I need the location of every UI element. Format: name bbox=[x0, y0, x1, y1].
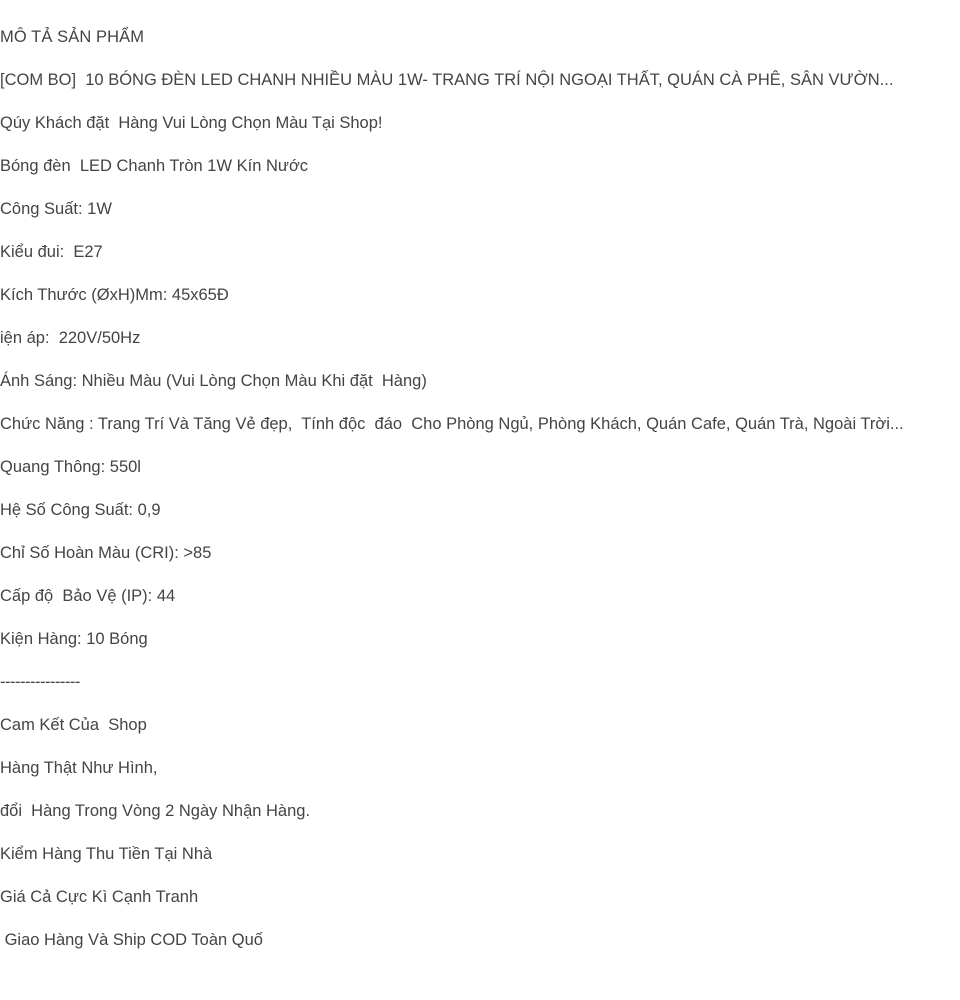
commitment-item: đổi Hàng Trong Vòng 2 Ngày Nhận Hàng. bbox=[0, 802, 311, 820]
spec-function: Chức Năng : Trang Trí Và Tăng Vẻ đẹp, Tính độc đáo Cho Phòng Ngủ, Phòng Khách, Quán Cafe, Quán Trà, Ngoài Trời... bbox=[0, 415, 904, 433]
description-heading: MÔ TẢ SẢN PHẨM bbox=[0, 28, 145, 46]
order-note: Qúy Khách đặt Hàng Vui Lòng Chọn Màu Tại Shop! bbox=[0, 114, 383, 132]
spec-socket-type: Kiểu đui: E27 bbox=[0, 243, 103, 261]
spec-cri: Chỉ Số Hoàn Màu (CRI): >85 bbox=[0, 544, 212, 562]
commitment-title: Cam Kết Của Shop bbox=[0, 716, 147, 734]
spec-luminous-flux: Quang Thông: 550l bbox=[0, 458, 141, 476]
spec-light-color: Ánh Sáng: Nhiều Màu (Vui Lòng Chọn Màu Khi đặt Hàng) bbox=[0, 372, 427, 390]
commitment-item: Giá Cả Cực Kì Cạnh Tranh bbox=[0, 888, 199, 906]
product-title: [COM BO] 10 BÓNG ĐÈN LED CHANH NHIỀU MÀU 1W- TRANG TRÍ NỘI NGOẠI THẤT, QUÁN CÀ PHÊ, SÂN VƯỜN... bbox=[0, 71, 894, 89]
commitment-item: Giao Hàng Và Ship COD Toàn Quố bbox=[0, 931, 263, 949]
product-name: Bóng đèn LED Chanh Tròn 1W Kín Nước bbox=[0, 157, 309, 175]
spec-power: Công Suất: 1W bbox=[0, 200, 112, 218]
spec-voltage: iện áp: 220V/50Hz bbox=[0, 329, 141, 347]
text-divider: ---------------- bbox=[0, 673, 80, 691]
product-description bbox=[0, 24, 940, 954]
spec-ip-rating: Cấp độ Bảo Vệ (IP): 44 bbox=[0, 587, 176, 605]
spec-power-factor: Hệ Số Công Suất: 0,9 bbox=[0, 501, 161, 519]
commitment-item: Hàng Thật Như Hình, bbox=[0, 759, 158, 777]
spec-package: Kiện Hàng: 10 Bóng bbox=[0, 630, 148, 648]
spec-dimensions: Kích Thước (ØxH)Mm: 45x65Đ bbox=[0, 286, 229, 304]
commitment-item: Kiểm Hàng Thu Tiền Tại Nhà bbox=[0, 845, 213, 863]
